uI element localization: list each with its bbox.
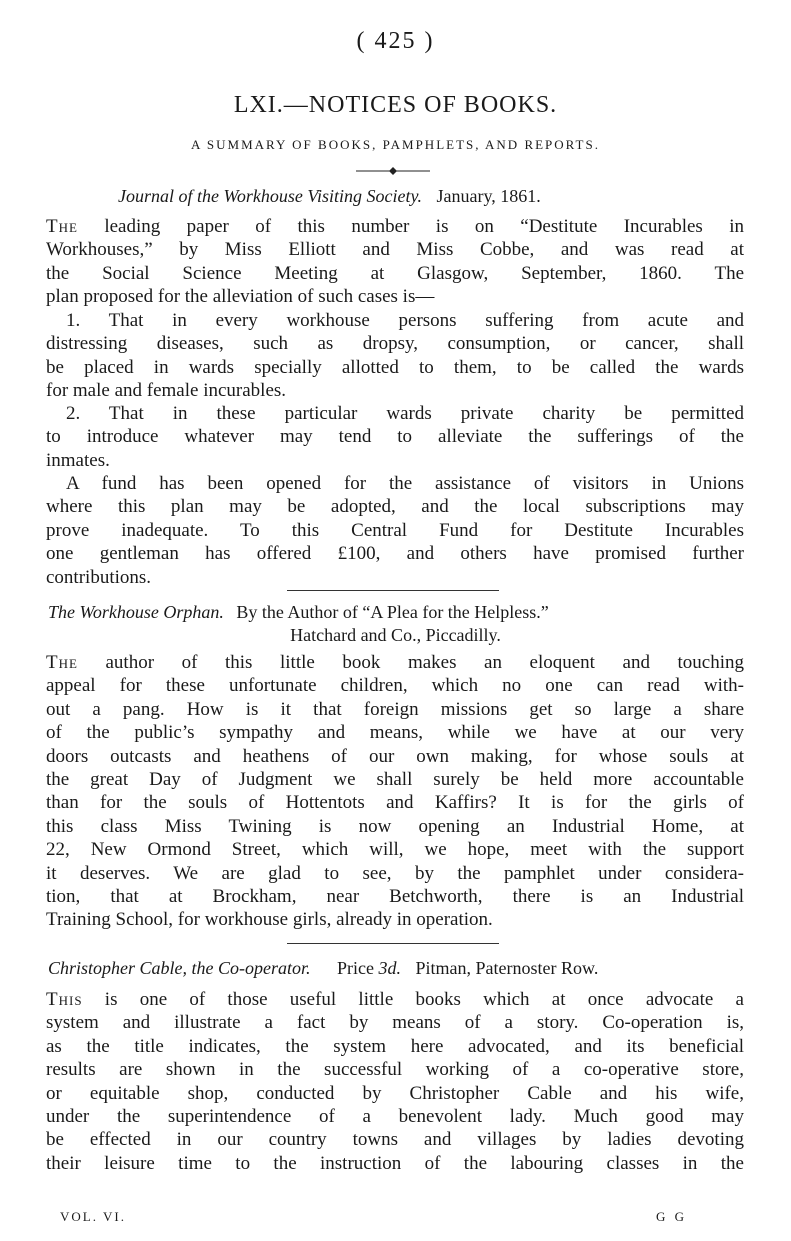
text-line: is one of those useful little books which at once advocate a (104, 989, 744, 1010)
text-line: as the title indicates, the system here advocated, and its beneficial (46, 1035, 744, 1057)
section-subheading: A SUMMARY OF BOOKS, PAMPHLETS, AND REPORTS. (191, 137, 600, 152)
entry-1-details: January, 1861. (436, 186, 541, 206)
entry-1-paragraph-1 (46, 215, 744, 309)
entry-3-title: Christopher Cable, the Co-operator. (48, 958, 311, 978)
entry-3-title-line (48, 958, 598, 979)
text-line: the Social Science Meeting at Glasgow, September, 1860. The (46, 262, 744, 284)
text-line: distressing diseases, such as dropsy, consumption, or cancer, shall (46, 333, 744, 355)
text-line: under the superintendence of a benevolent lady. Much good may (46, 1106, 744, 1128)
text-line: 22, New Ormond Street, which will, we hope, meet with the support (46, 839, 744, 861)
entry-1-title-line (118, 186, 541, 207)
chapter-heading: LXI.—NOTICES OF BOOKS. (233, 92, 558, 118)
text-line: Workhouses,” by Miss Elliott and Miss Cobbe, and was read at (46, 239, 744, 261)
entry-2-publisher: Hatchard and Co., Piccadilly. (290, 625, 501, 645)
text-line: inmates. (46, 449, 110, 471)
text-line: be placed in wards specially allotted to them, to be called the wards (46, 356, 744, 378)
entry-1-lead-word: The (46, 216, 78, 237)
text-line: 1. That in every workhouse persons suffering from acute and (66, 310, 744, 331)
text-line: doors outcasts and heathens of our own making, for whose souls at (46, 745, 744, 767)
entry-1-paragraph-2 (46, 309, 744, 403)
text-line: be effected in our country towns and villages by ladies devoting (46, 1129, 744, 1151)
entry-2-title: The Workhouse Orphan. (48, 602, 224, 622)
text-line: appeal for these unfortunate children, which no one can read with- (46, 675, 744, 697)
text-line: for male and female incurables. (46, 380, 287, 402)
text-line: leading paper of this number is on “Destitute Incurables in (104, 216, 745, 237)
text-line: 2. That in these particular wards private charity be permitted (66, 403, 744, 424)
page-number: ( 425 ) (356, 28, 435, 54)
entry-3-paragraph-1 (46, 988, 744, 1175)
text-line: this class Miss Twining is now opening an Industrial Home, at (46, 815, 744, 837)
text-line: the great Day of Judgment we shall surely be held more accountable (46, 769, 744, 791)
footer-volume: VOL. VI. (60, 1209, 126, 1224)
text-line: it deserves. We are glad to see, by the pamphlet under considera- (46, 862, 744, 884)
text-line: than for the souls of Hottentots and Kaffirs? It is for the girls of (46, 792, 744, 814)
text-line: contributions. (46, 566, 152, 588)
text-line: author of this little book makes an eloquent and touching (105, 652, 744, 673)
ornament-rule (356, 165, 430, 177)
text-line: one gentleman has offered £100, and others have promised further (46, 543, 744, 565)
entry-2-title-line (48, 602, 744, 623)
entry-1-paragraph-4 (46, 472, 744, 589)
section-divider (287, 943, 499, 944)
text-line: prove inadequate. To this Central Fund for Destitute Incurables (46, 519, 744, 541)
entry-3-lead-word: This (46, 989, 83, 1010)
text-line: their leisure time to the instruction of the labouring classes in the (46, 1152, 744, 1174)
text-line: Training School, for workhouse girls, already in operation. (46, 909, 493, 931)
text-line: results are shown in the successful working of a co-operative store, (46, 1059, 744, 1081)
text-line: system and illustrate a fact by means of a story. Co-operation is, (46, 1012, 744, 1034)
text-line: tion, that at Brockham, near Betchworth, there is an Industrial (46, 886, 744, 908)
text-line: or equitable shop, conducted by Christopher Cable and his wife, (46, 1082, 744, 1104)
text-line: of the public’s sympathy and means, while we have at our very (46, 722, 744, 744)
entry-1-title: Journal of the Workhouse Visiting Society. (118, 186, 422, 206)
entry-2-details: By the Author of “A Plea for the Helpless.” (236, 602, 549, 622)
entry-1-paragraph-3 (46, 402, 744, 472)
entry-3-publisher: Pitman, Paternoster Row. (415, 958, 599, 978)
text-line: A fund has been opened for the assistance of visitors in Unions (66, 473, 744, 494)
entry-2-lead-word: The (46, 652, 78, 673)
text-line: where this plan may be adopted, and the local subscriptions may (46, 496, 744, 518)
text-line: to introduce whatever may tend to alleviate the sufferings of the (46, 426, 744, 448)
text-line: plan proposed for the alleviation of such cases is— (46, 286, 435, 308)
text-line: out a pang. How is it that foreign missions get so large a share (46, 698, 744, 720)
entry-2-paragraph-1 (46, 651, 744, 932)
footer-signature: G G (656, 1209, 688, 1224)
entry-3-price: 3d. (378, 958, 401, 978)
entry-3-price-prefix: Price (337, 958, 374, 978)
section-divider (287, 590, 499, 591)
